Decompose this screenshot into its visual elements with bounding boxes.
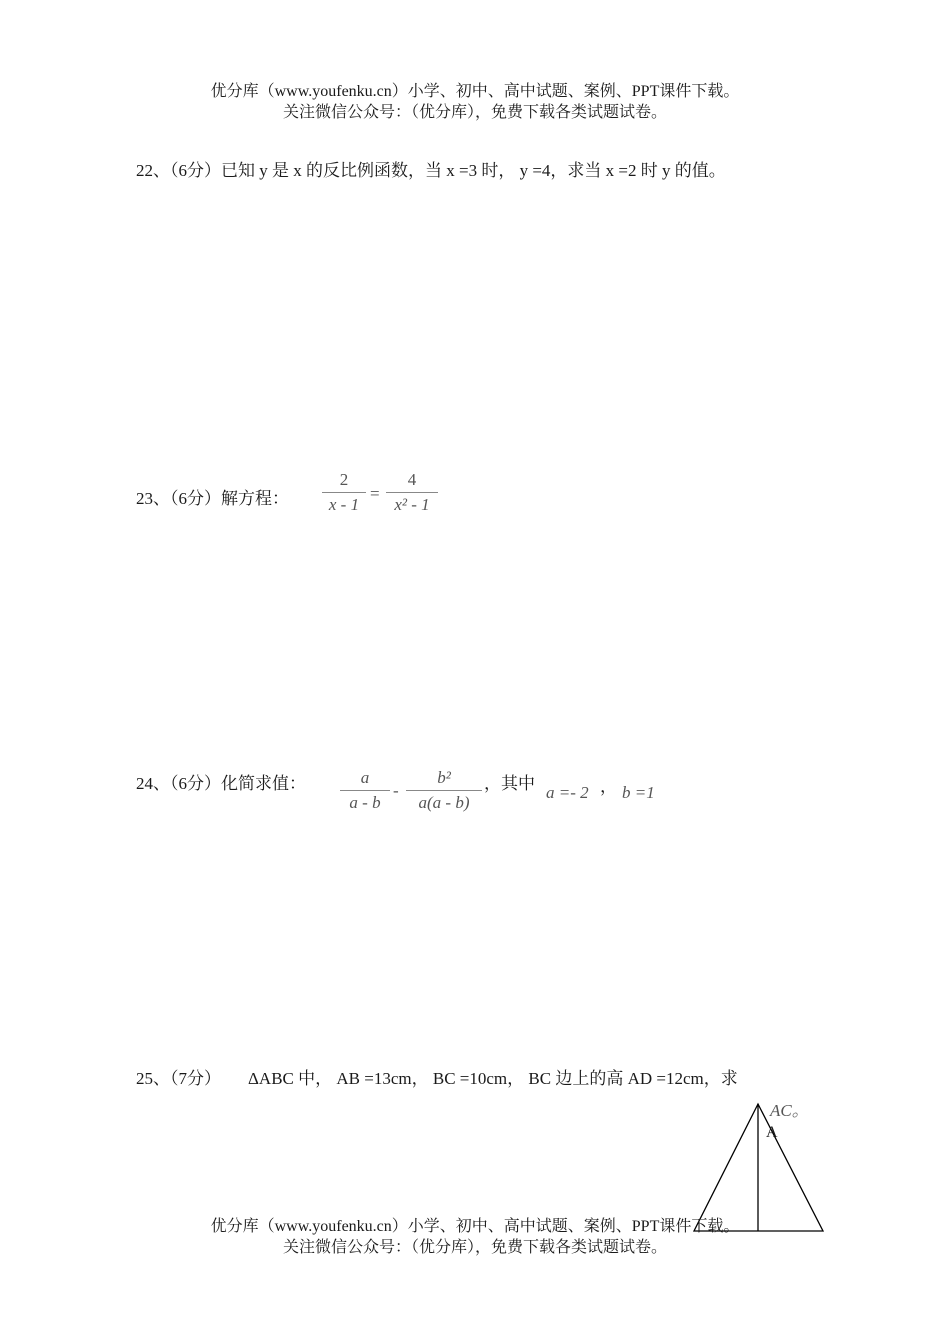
q24-f1-numerator: a xyxy=(360,768,370,787)
page-footer-line-2: 关注微信公众号：（优分库），免费下载各类试题试卷。 xyxy=(282,1239,667,1256)
q24-first-fraction xyxy=(340,768,390,813)
question-25-text: ΔABC 中， AB =13cm， BC =10cm， BC 边上的高 AD =12cm，求 xyxy=(248,1069,738,1088)
q24-second-fraction xyxy=(406,768,482,813)
q24-comma: ， xyxy=(600,777,617,796)
q23-equals-sign: = xyxy=(370,484,380,503)
page-header-line-1: 优分库（www.youfenku.cn）小学、初中、高中试题、案例、PPT课件下载。 xyxy=(210,83,740,100)
q24-a-value: a =- 2 xyxy=(546,783,589,802)
page-header-line-2: 关注微信公众号：（优分库），免费下载各类试题试卷。 xyxy=(282,104,667,121)
q23-rhs-numerator: 4 xyxy=(407,470,417,489)
fraction-bar xyxy=(386,492,438,493)
fraction-bar xyxy=(322,492,366,493)
q23-lhs-numerator: 2 xyxy=(339,470,349,489)
q23-rhs-denominator: x² - 1 xyxy=(394,495,430,514)
q24-minus-sign: - xyxy=(393,781,399,800)
question-23-label: 23、（6分）解方程： xyxy=(136,489,289,508)
q24-f2-denominator: a(a - b) xyxy=(418,793,470,812)
question-24-label: 24、（6分）化简求值： xyxy=(136,774,306,793)
vertex-a-label: A xyxy=(766,1124,778,1141)
q24-f1-denominator: a - b xyxy=(349,793,381,812)
question-25-label: 25、（7分） xyxy=(136,1069,221,1088)
fraction-bar xyxy=(406,790,482,791)
q24-b-value: b =1 xyxy=(622,783,655,802)
question-25-tail: AC。 xyxy=(770,1101,809,1120)
q23-rhs-fraction xyxy=(386,470,438,515)
q23-lhs-denominator: x - 1 xyxy=(328,495,360,514)
q24-where-text: ，其中 xyxy=(484,774,535,793)
q23-lhs-fraction xyxy=(322,470,366,515)
fraction-bar xyxy=(340,790,390,791)
q24-f2-numerator: b² xyxy=(437,768,451,787)
page-footer-line-1: 优分库（www.youfenku.cn）小学、初中、高中试题、案例、PPT课件下载。 xyxy=(210,1218,740,1235)
question-22: 22、（6分）已知 y 是 x 的反比例函数，当 x =3 时， y =4，求当 x =2 时 y 的值。 xyxy=(136,161,726,180)
